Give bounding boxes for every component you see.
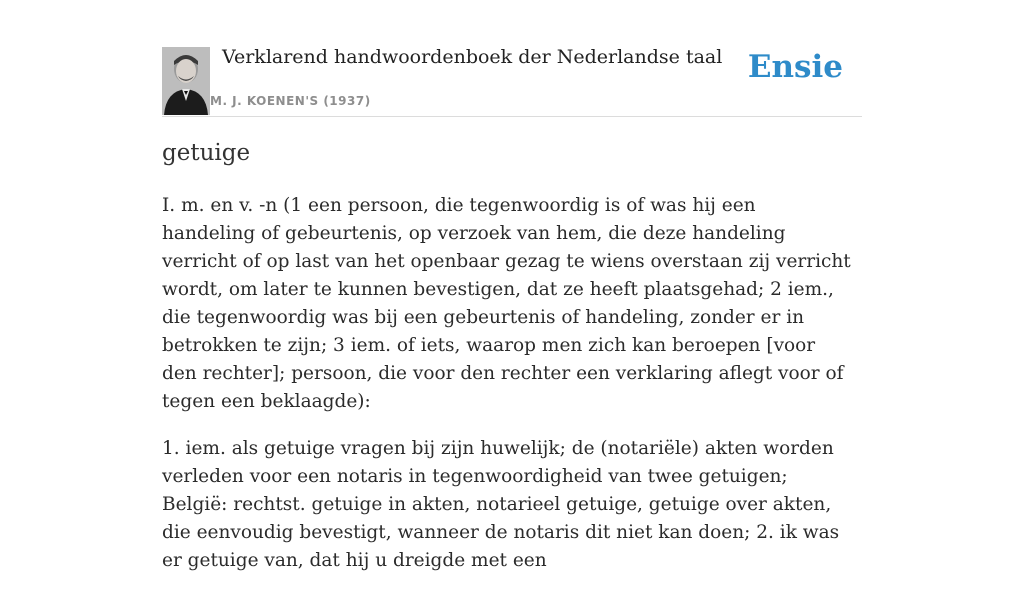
example-paragraph: 1. iem. als getuige vragen bij zijn huwelijk; de (notariële) akten worden verleden voor een notaris in tegenwoordigheid van twee getuigen; België: rechtst. getuige in akten, notarieel getuige, getuige over akten, die eenvoudig bevestigt, wanneer de notaris dit niet kan doen; 2. ik was er getuige van, dat hij u dreigde met een (162, 438, 840, 571)
book-title[interactable]: Verklarend handwoordenboek der Nederlandse taal (222, 46, 723, 68)
definition-paragraph: I. m. en v. -n (1 een persoon, die tegenwoordig is of was hij een handeling of gebeurtenis, op verzoek van hem, die deze handeling verricht of op last van het openbaar gezag te wiens overstaan zij verricht wordt, om later te kunnen bevestigen, dat ze heeft plaatsgehad; 2 iem., die tegenwoordig was bij een gebeurtenis of handeling, zonder er in betrokken te zijn; 3 iem. of iets, waarop men zich kan beroepen [voor den rechter]; persoon, die voor den rechter een verklaring aflegt voor of tegen een beklaagde): (162, 195, 851, 412)
site-header (162, 40, 862, 117)
author-label: M. J. KOENEN'S (1937) (210, 94, 371, 108)
entry-definition (162, 192, 852, 594)
headword: getuige (162, 140, 251, 166)
ensie-logo-link[interactable]: Ensie (747, 49, 843, 85)
author-portrait-icon (162, 47, 210, 115)
